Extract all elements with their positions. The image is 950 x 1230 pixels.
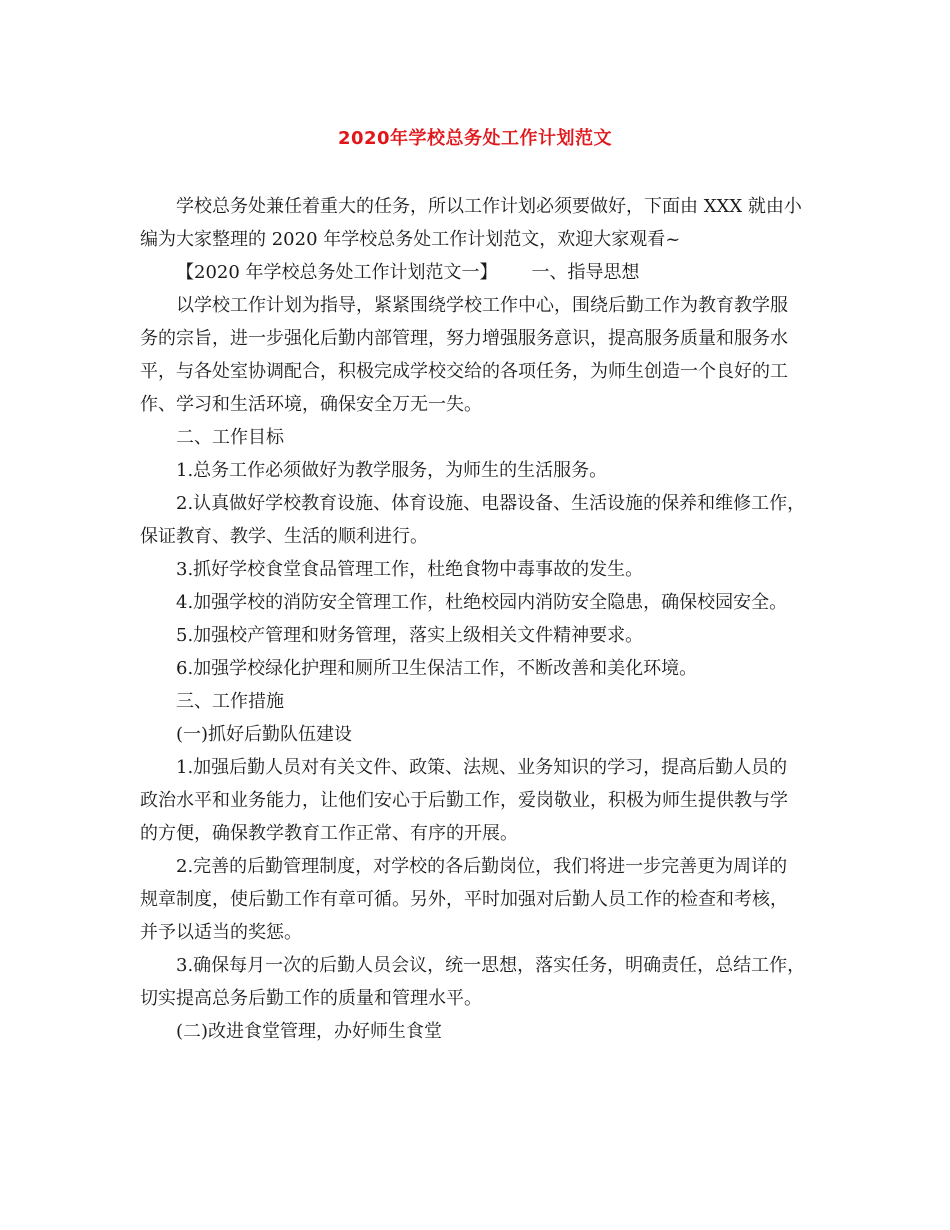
body-line: 的方便，确保教学教育工作正常、有序的开展。	[140, 823, 518, 844]
body-line	[140, 256, 830, 289]
subsection-heading: (二)改进食堂管理，办好师生食堂	[176, 1021, 443, 1042]
body-line: 1.总务工作必须做好为教学服务，为师生的生活服务。	[176, 460, 608, 481]
document-title: 2020年学校总务处工作计划范文	[337, 128, 613, 149]
body-line: 3.抓好学校食堂食品管理工作，杜绝食物中毒事故的发生。	[176, 559, 644, 580]
section-heading: 一、指导思想	[531, 262, 640, 283]
body-line: 平，与各处室协调配合，积极完成学校交给的各项任务，为师生创造一个良好的工	[140, 361, 788, 382]
body-line: 政治水平和业务能力，让他们安心于后勤工作，爱岗敬业，积极为师生提供教与学	[140, 790, 788, 811]
document-body	[140, 190, 830, 1048]
body-line: 1.加强后勤人员对有关文件、政策、法规、业务知识的学习，提高后勤人员的	[176, 757, 788, 778]
body-line: 2.认真做好学校教育设施、体育设施、电器设备、生活设施的保养和维修工作，	[176, 493, 806, 514]
subsection-heading: (一)抓好后勤队伍建设	[176, 724, 353, 745]
body-line: 学校总务处兼任着重大的任务，所以工作计划必须要做好，下面由 XXX 就由小	[176, 196, 802, 217]
body-line: 6.加强学校绿化护理和厕所卫生保洁工作，不断改善和美化环境。	[176, 658, 698, 679]
body-line: 规章制度，使后勤工作有章可循。另外，平时加强对后勤人员工作的检查和考核，	[140, 889, 788, 910]
body-line: 并予以适当的奖惩。	[140, 922, 302, 943]
section-heading: 二、工作目标	[176, 427, 284, 448]
section-heading: 三、工作措施	[176, 691, 284, 712]
body-line: 务的宗旨，进一步强化后勤内部管理，努力增强服务意识，提高服务质量和服务水	[140, 328, 788, 349]
body-line: 保证教育、教学、生活的顺利进行。	[140, 526, 428, 547]
body-line: 2.完善的后勤管理制度，对学校的各后勤岗位，我们将进一步完善更为周详的	[176, 856, 788, 877]
body-line: 编为大家整理的 2020 年学校总务处工作计划范文，欢迎大家观看~	[140, 229, 681, 250]
section-heading-label: 【2020 年学校总务处工作计划范文一】	[176, 262, 498, 283]
body-line: 切实提高总务后勤工作的质量和管理水平。	[140, 988, 482, 1009]
body-line: 作、学习和生活环境，确保安全万无一失。	[140, 394, 482, 415]
body-line: 3.确保每月一次的后勤人员会议，统一思想，落实任务，明确责任，总结工作，	[176, 955, 806, 976]
body-line: 以学校工作计划为指导，紧紧围绕学校工作中心，围绕后勤工作为教育教学服	[176, 295, 788, 316]
body-line: 5.加强校产管理和财务管理，落实上级相关文件精神要求。	[176, 625, 644, 646]
body-line: 4.加强学校的消防安全管理工作，杜绝校园内消防安全隐患，确保校园安全。	[176, 592, 788, 613]
